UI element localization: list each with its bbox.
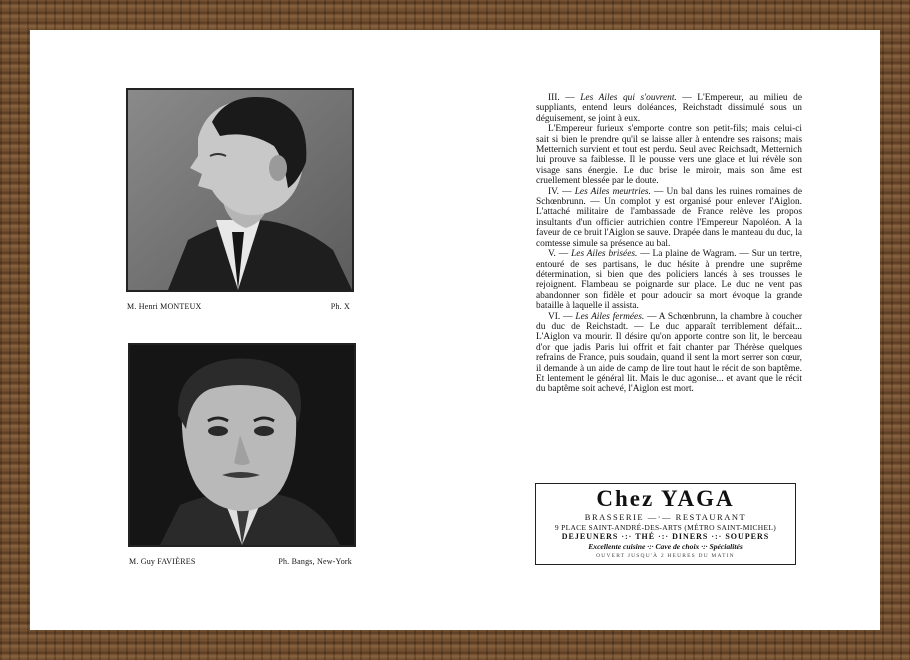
paragraph-lead: III. —	[548, 93, 581, 103]
portrait-favieres-image	[130, 345, 354, 545]
paragraph-body: — La plaine de Wagram. — Sur un tertre, entouré de ses partisans, le duc hésite à prendre une suprême détermination, si bien que des policiers lancés à ses trousses le rejoignent. Flambeau se poignarde sur place. Le duc ne vent pas abandonner son fidèle et pour adoucir sa mort évoque la grande bataille à laquelle il assista.	[536, 249, 802, 312]
advertisement-chez-yaga	[535, 483, 796, 565]
paragraph-body: — Un bal dans les ruines romaines de Schœnbrunn. — Un complot y est organisé pour enlever l'Aiglon. L'attaché militaire de l'ambassade de France relève les propos insultants d'un officier autrichien contre l'Empereur Napoléon. A la faveur de ce bruit l'Aiglon se sauve. Drapée dans le manteau du duc, la comtesse simule sa présence au bal.	[536, 186, 802, 249]
paragraph-act-3-cont	[536, 124, 802, 186]
paragraph-body: — A Schœnbrunn, la chambre à coucher du duc de Reichstadt. — Le duc apparaît terriblement défait... L'Aiglon va mourir. Il désire qu'on apporte contre son lit, le berceau d'or que jadis Paris lui offrit et fait chanter par Thérèse quelques refrains de France, puis soudain, quand il sent la mort serrer son cœur, il demande à un aide de camp de lire tout haut le récit de son baptême. Et lentement le général lit. Mais le duc agonise... et avant que le récit du baptême soit achevé, l'Aiglon est mort.	[536, 311, 802, 395]
paragraph-act-3	[536, 93, 802, 124]
caption-favieres-name: M. Guy FAVIÈRES	[129, 557, 196, 566]
portrait-photo-monteux	[126, 88, 354, 292]
paragraph-act-4	[536, 187, 802, 249]
portrait-photo-favieres	[128, 343, 356, 547]
program-page	[30, 30, 880, 630]
ad-address: 9 PLACE SAINT-ANDRÉ-DES-ARTS (MÉTRO SAINT-MICHEL)	[554, 523, 777, 532]
act-title: Les Ailes meurtries.	[574, 186, 651, 197]
ad-meals: DEJEUNERS ·:· THÉ ·:· DINERS ·:· SOUPERS	[561, 532, 770, 541]
paragraph-act-5	[536, 249, 802, 311]
ad-hours: OUVERT JUSQU'À 2 HEURES DU MATIN	[596, 553, 735, 559]
act-title: Les Ailes qui s'ouvrent.	[580, 93, 677, 103]
caption-monteux-name: M. Henri MONTEUX	[127, 302, 202, 311]
act-title: Les Ailes fermées.	[575, 311, 645, 322]
paragraph-act-6	[536, 312, 802, 395]
ad-specialties: Excellente cuisine ·:· Cave de choix ·:· Spécialités	[588, 542, 743, 551]
portrait-monteux-image	[128, 90, 352, 290]
caption-favieres-credit: Ph. Bangs, New-York	[278, 557, 352, 566]
paragraph-body: — L'Empereur, au milieu de suppliants, entend leurs doléances, Reichstadt dissimulé sous un déguisement, se joint à eux.	[536, 93, 802, 124]
act-title: Les Ailes brisées.	[571, 249, 638, 260]
synopsis-text	[536, 93, 802, 395]
caption-monteux-credit: Ph. X	[330, 302, 350, 311]
ad-restaurant-name: Chez YAGA	[596, 486, 735, 511]
paragraph-body: L'Empereur furieux s'emporte contre son petit-fils; mais celui-ci sait si bien le prendre qu'il se laisse aller à entendre ses raisons; mais Metternich survient et tout est perdu. Seul avec Reichsadt, Metternich lui prouve sa faiblesse. Il le pousse vers une glace et lui révèle son visage sans énergie. Le duc brise le miroir, mais son âme est cruellement blessée par le doute.	[536, 124, 802, 187]
paragraph-lead: VI. —	[548, 311, 576, 322]
ad-subtitle: BRASSERIE —·— RESTAURANT	[584, 512, 747, 522]
paragraph-lead: V. —	[548, 249, 572, 260]
paragraph-lead: IV. —	[548, 186, 575, 197]
